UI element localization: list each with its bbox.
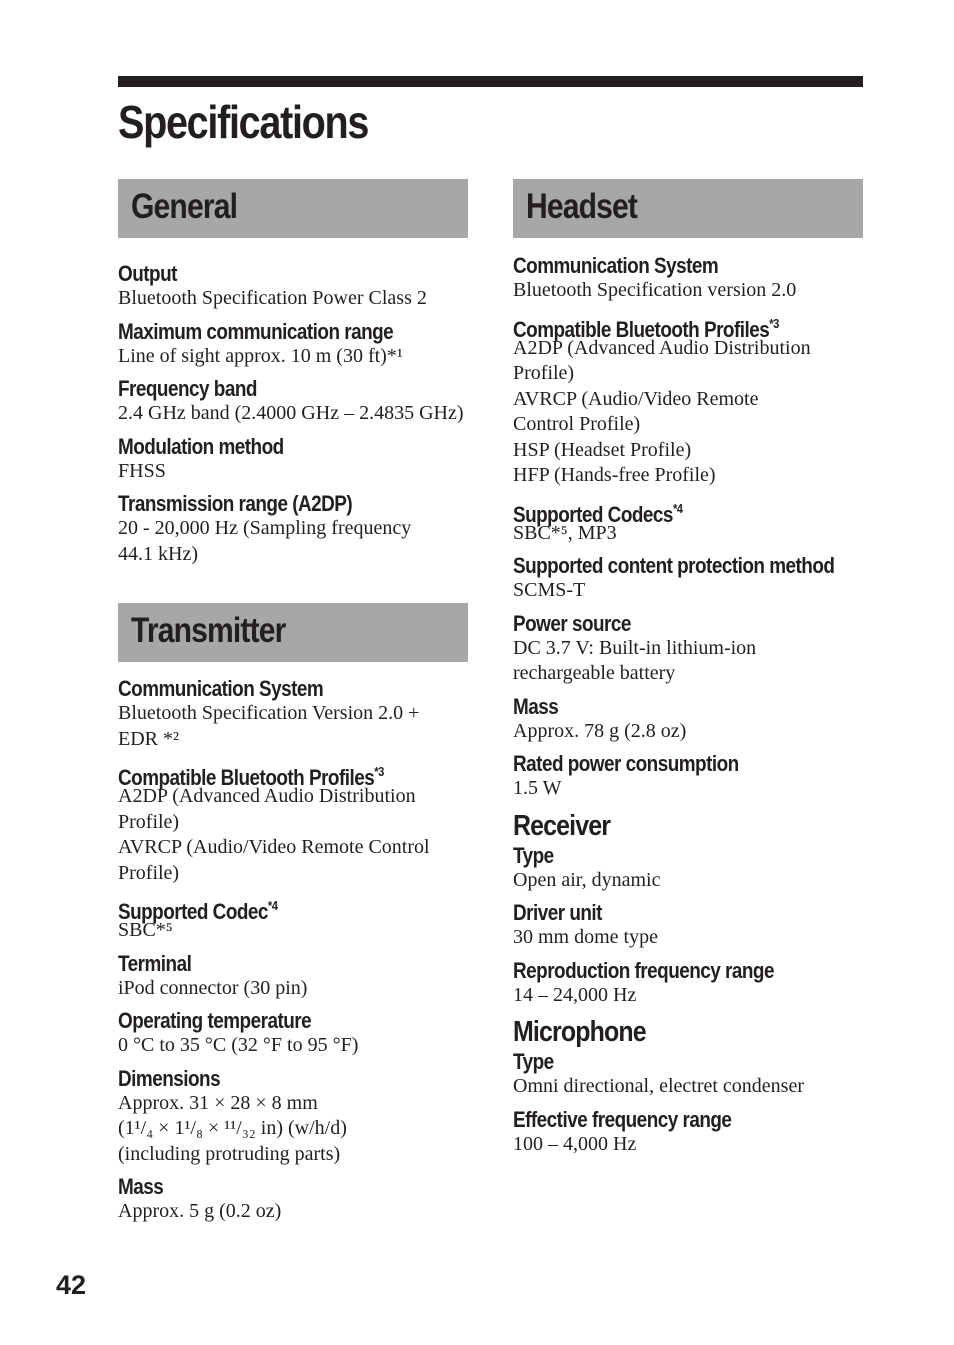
spec-label: Rated power consumption bbox=[513, 751, 739, 776]
spec-value: SBC*⁵, MP3 bbox=[513, 521, 617, 544]
spec-value: Approx. 5 g (0.2 oz) bbox=[118, 1200, 282, 1222]
transmitter-header bbox=[118, 603, 468, 662]
transmitter-heading: Transmitter bbox=[131, 611, 286, 650]
spec-label: Reproduction frequency range bbox=[513, 957, 774, 983]
spec-item bbox=[118, 376, 468, 427]
spec-label: Maximum communication range bbox=[118, 318, 394, 344]
spec-item bbox=[513, 751, 863, 802]
spec-item bbox=[118, 319, 468, 370]
spec-label bbox=[118, 893, 419, 924]
spec-label: Frequency band bbox=[118, 376, 257, 401]
transmitter-spec-list bbox=[118, 676, 468, 1225]
spec-item bbox=[118, 1066, 468, 1168]
spec-value: Bluetooth Specification Version 2.0 + EDR *² bbox=[118, 702, 420, 750]
spec-label: Type bbox=[513, 842, 554, 868]
spec-item bbox=[513, 694, 863, 745]
spec-item bbox=[513, 958, 863, 1009]
spec-label bbox=[513, 311, 814, 342]
spec-label: Terminal bbox=[118, 950, 192, 976]
footnote-ref: *3 bbox=[374, 764, 384, 779]
spec-item bbox=[513, 1049, 863, 1100]
left-column bbox=[118, 179, 468, 1232]
headset-heading: Headset bbox=[526, 187, 638, 226]
spec-item bbox=[513, 611, 863, 687]
spec-value: Bluetooth Specification Power Class 2 bbox=[118, 287, 427, 309]
spec-value: Open air, dynamic bbox=[513, 868, 661, 891]
spec-value: 30 mm dome type bbox=[513, 926, 658, 948]
spec-value: SBC*⁵ bbox=[118, 919, 173, 941]
general-header bbox=[118, 179, 468, 238]
general-spec-list bbox=[118, 261, 468, 567]
spec-label: Communication System bbox=[513, 253, 719, 278]
spec-label bbox=[513, 496, 814, 527]
spec-value: Bluetooth Specification version 2.0 bbox=[513, 279, 797, 301]
spec-value: DC 3.7 V: Built-in lithium-ion rechargeable battery bbox=[513, 636, 757, 684]
general-heading: General bbox=[131, 187, 238, 226]
spec-item bbox=[513, 843, 863, 894]
spec-item bbox=[513, 253, 863, 304]
footnote-ref: *4 bbox=[267, 898, 278, 913]
spec-value: 2.4 GHz band (2.4000 GHz – 2.4835 GHz) bbox=[118, 402, 464, 424]
page-number: 42 bbox=[56, 1270, 87, 1300]
spec-item bbox=[118, 951, 468, 1002]
spec-item bbox=[513, 1107, 863, 1158]
spec-item bbox=[513, 496, 863, 547]
spec-value: 0 °C to 35 °C (32 °F to 95 °F) bbox=[118, 1034, 359, 1056]
spec-label: Dimensions bbox=[118, 1065, 221, 1091]
spec-value: 14 – 24,000 Hz bbox=[513, 983, 637, 1006]
spec-value: Approx. 78 g (2.8 oz) bbox=[513, 719, 687, 742]
spec-value: A2DP (Advanced Audio Distribution Profile) AVRCP (Audio/Video Remote Control Profile) bbox=[118, 785, 430, 884]
spec-value: 20 - 20,000 Hz (Sampling frequency 44.1 kHz) bbox=[118, 517, 412, 565]
spec-item bbox=[118, 893, 468, 944]
spec-label: Effective frequency range bbox=[513, 1106, 732, 1132]
spec-value: Approx. 31 × 28 × 8 mm (1¹/₄ × 1¹/₈ × ¹¹/₃₂ in) (w/h/d) (including protruding parts) bbox=[118, 1091, 347, 1165]
spec-label: Type bbox=[513, 1049, 554, 1074]
spec-item bbox=[118, 759, 468, 886]
spec-label bbox=[118, 759, 419, 790]
spec-value: iPod connector (30 pin) bbox=[118, 976, 308, 999]
spec-label: Communication System bbox=[118, 676, 324, 701]
spec-label-text: Compatible Bluetooth Profiles bbox=[513, 316, 770, 342]
spec-label-text: Compatible Bluetooth Profiles bbox=[118, 765, 375, 790]
spec-label: Supported content protection method bbox=[513, 553, 835, 578]
spec-label: Operating temperature bbox=[118, 1008, 312, 1033]
right-column bbox=[513, 179, 863, 1164]
spec-item bbox=[513, 311, 863, 489]
spec-label-text: Supported Codecs bbox=[513, 501, 673, 527]
spec-label: Mass bbox=[513, 693, 559, 719]
spec-label: Mass bbox=[118, 1174, 164, 1199]
headset-header bbox=[513, 179, 863, 238]
spec-value: 100 – 4,000 Hz bbox=[513, 1132, 637, 1155]
spec-item bbox=[118, 434, 468, 485]
spec-value: A2DP (Advanced Audio Distribution Profile) AVRCP (Audio/Video Remote Control Profile) HSP (Headset Profile) HFP (Hands-free Profile) bbox=[513, 336, 811, 486]
spec-label: Modulation method bbox=[118, 433, 284, 459]
spec-item bbox=[513, 900, 863, 951]
spec-value: 1.5 W bbox=[513, 777, 562, 799]
spec-item bbox=[513, 553, 863, 604]
spec-item bbox=[118, 1174, 468, 1225]
spec-label-text: Supported Codec bbox=[118, 899, 268, 924]
spec-item bbox=[118, 676, 468, 752]
microphone-spec-list bbox=[513, 1049, 863, 1157]
headset-spec-list bbox=[513, 253, 863, 802]
spec-label: Transmission range (A2DP) bbox=[118, 491, 353, 516]
spec-label: Power source bbox=[513, 610, 631, 636]
spec-value: Omni directional, electret condenser bbox=[513, 1075, 804, 1097]
spec-value: SCMS-T bbox=[513, 579, 586, 601]
page-title: Specifications bbox=[118, 96, 369, 148]
spec-label: Driver unit bbox=[513, 900, 602, 925]
title-rule bbox=[118, 76, 863, 87]
spec-item bbox=[118, 1008, 468, 1059]
footnote-ref: *3 bbox=[769, 315, 779, 331]
spec-value: FHSS bbox=[118, 459, 166, 482]
spec-label: Output bbox=[118, 261, 177, 286]
spec-item bbox=[118, 261, 468, 312]
microphone-heading: Microphone bbox=[513, 1016, 646, 1048]
receiver-spec-list bbox=[513, 843, 863, 1009]
footnote-ref: *4 bbox=[672, 500, 683, 516]
spec-item bbox=[118, 491, 468, 567]
spec-value: Line of sight approx. 10 m (30 ft)*¹ bbox=[118, 344, 403, 367]
receiver-heading: Receiver bbox=[513, 809, 611, 842]
